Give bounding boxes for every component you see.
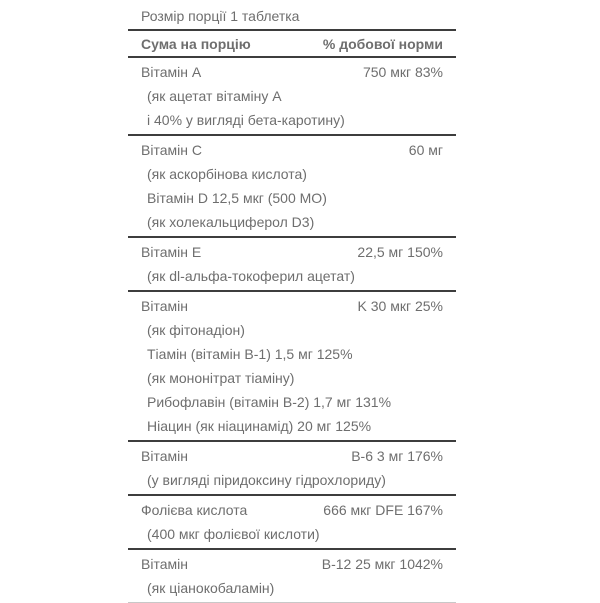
nutrient-name: і 40% у вигляді бета-каротину) [147,112,345,128]
nutrient-value: 22,5 мг 150% [357,244,443,260]
nutrient-value: 666 мкг DFE 167% [323,502,443,518]
nutrient-name: (як ацетат вітаміну A [147,88,282,104]
nutrient-name: (у вигляді піридоксину гідрохлориду) [147,472,386,488]
nutrient-name: Тіамін (вітамін B-1) 1,5 мг 125% [147,346,353,362]
nutrient-value: 750 мкг 83% [362,64,443,80]
nutrient-subrow [128,264,456,288]
nutrient-name: Ніацин (як ніацинамід) 20 мг 125% [147,418,372,434]
nutrient-subrow [128,108,456,132]
nutrient-name: Вітамін C [141,142,202,158]
nutrient-name: Рибофлавін (вітамін B-2) 1,7 мг 131% [147,394,392,410]
nutrient-row [128,138,456,162]
nutrient-subrow [128,210,456,234]
nutrient-name: (як dl-альфа-токоферил ацетат) [147,268,355,284]
nutrient-name: (як ціанокобаламін) [147,580,275,596]
nutrient-section [128,136,456,238]
nutrient-name: (як мононітрат тіаміну) [147,370,295,386]
nutrient-subrow [128,414,456,438]
nutrient-value: 60 мг [408,142,443,158]
nutrient-section [128,442,456,496]
nutrient-subrow [128,522,456,546]
nutrient-name: Вітамін [141,448,188,464]
nutrient-name: (як фітонадіон) [147,322,245,338]
daily-value-header: % добової норми [322,35,443,52]
nutrient-name: Вітамін E [141,244,202,260]
nutrient-subrow [128,186,456,210]
nutrient-section [128,550,456,603]
sections [128,58,456,603]
nutrient-name: (як холекальциферол D3) [147,214,315,230]
nutrient-name: (400 мкг фолієвої кислоти) [147,526,320,542]
nutrient-row [128,552,456,576]
nutrient-subrow [128,576,456,600]
serving-size-row [128,2,456,29]
nutrient-name: (як аскорбінова кислота) [147,166,307,182]
amount-per-serving-header: Сума на порцію [141,35,251,52]
nutrient-subrow [128,318,456,342]
nutrient-name: Вітамін A [141,64,202,80]
nutrient-section [128,238,456,292]
nutrient-row [128,240,456,264]
nutrient-subrow [128,390,456,414]
nutrient-value: K 30 мкг 25% [357,298,443,314]
nutrient-row [128,60,456,84]
table-header-row [128,29,456,58]
nutrient-subrow [128,342,456,366]
nutrient-name: Вітамін [141,556,188,572]
nutrient-value: B-12 25 мкг 1042% [321,556,443,572]
supplement-facts-table [128,2,456,603]
nutrient-row [128,294,456,318]
nutrient-name: Вітамін D 12,5 мкг (500 МО) [147,190,327,206]
nutrient-subrow [128,84,456,108]
nutrient-subrow [128,468,456,492]
nutrient-row [128,444,456,468]
serving-size-text: Розмір порції 1 таблетка [141,7,300,24]
nutrient-section [128,292,456,442]
nutrient-subrow [128,366,456,390]
nutrient-value: B-6 3 мг 176% [351,448,443,464]
nutrient-section [128,496,456,550]
nutrient-subrow [128,162,456,186]
nutrient-row [128,498,456,522]
nutrient-section [128,58,456,136]
nutrient-name: Вітамін [141,298,188,314]
nutrient-name: Фолієва кислота [141,502,248,518]
